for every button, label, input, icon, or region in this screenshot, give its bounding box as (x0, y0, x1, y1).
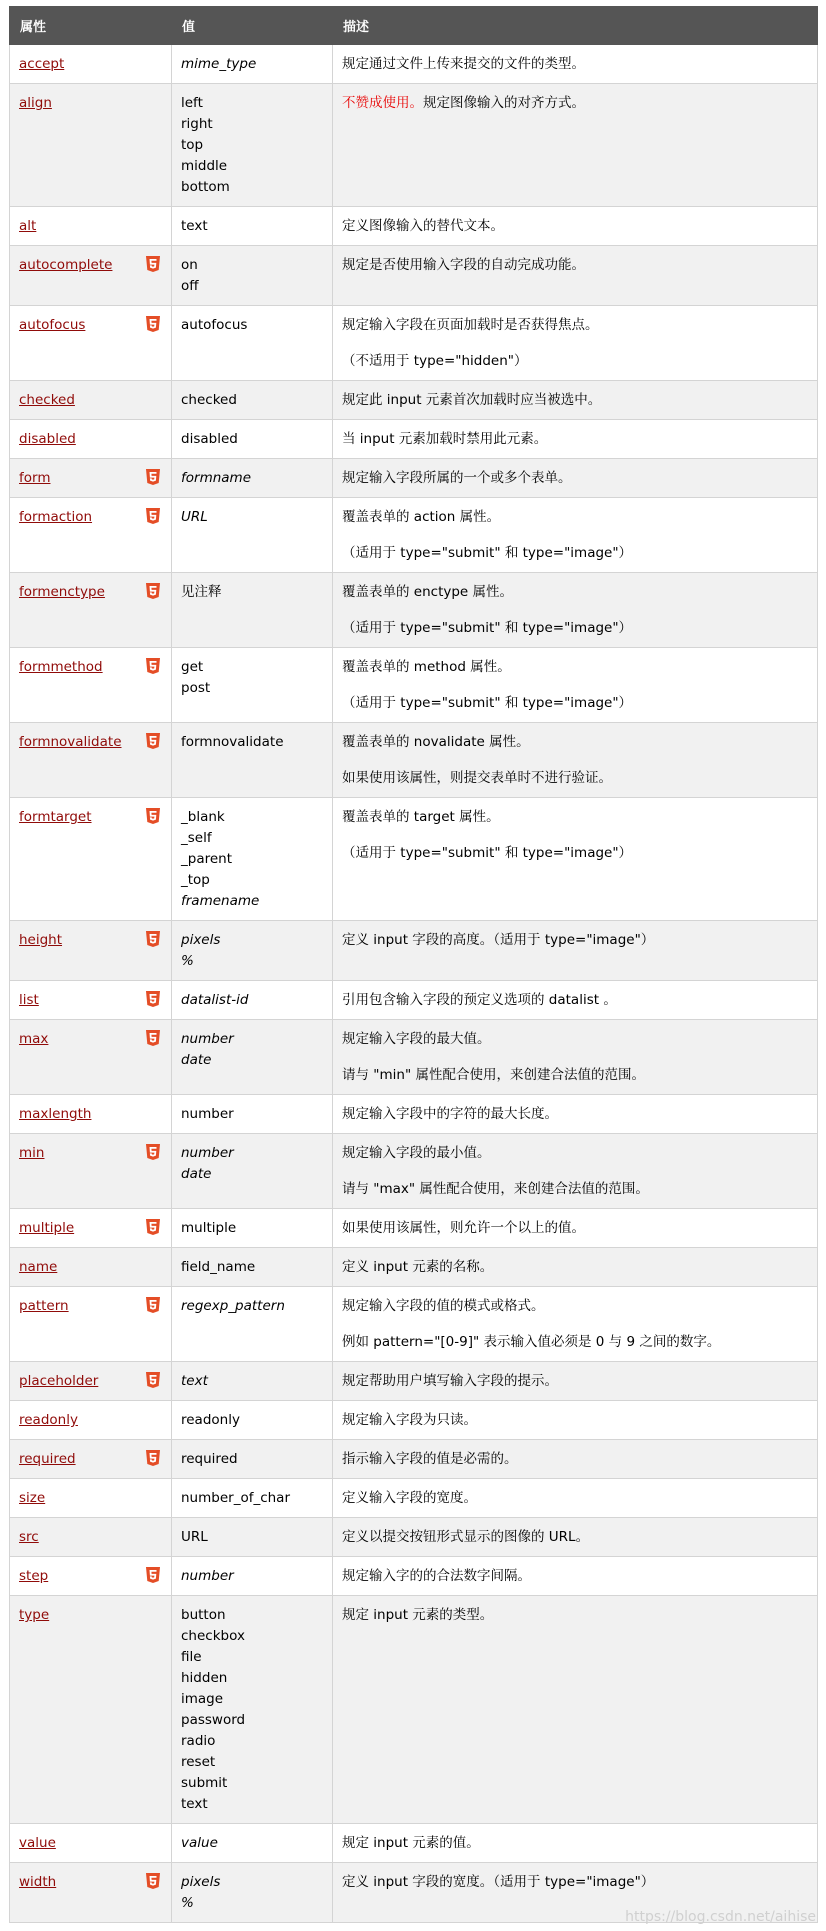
description-cell (333, 45, 818, 84)
description-cell (333, 84, 818, 207)
html5-icon (146, 508, 160, 524)
table-row (10, 1518, 818, 1557)
value-item: get (181, 659, 204, 675)
value-cell (172, 1557, 333, 1596)
html5-icon (146, 1144, 160, 1160)
description-text: 定义图像输入的替代文本。 (342, 218, 504, 234)
description-cell (333, 723, 818, 798)
value-item: mime_type (181, 56, 257, 72)
description-text: 规定输入字段在页面加载时是否获得焦点。 (342, 317, 599, 333)
value-item: pixels (181, 1874, 221, 1890)
table-row (10, 1401, 818, 1440)
attribute-cell (10, 798, 172, 921)
value-item: image (181, 1691, 224, 1707)
table-row (10, 246, 818, 306)
description-cell (333, 981, 818, 1020)
description-text: 规定输入字的的合法数字间隔。 (342, 1568, 531, 1584)
description-cell (333, 1095, 818, 1134)
description-text: 覆盖表单的 target 属性。 (342, 809, 500, 825)
value-cell (172, 1020, 333, 1095)
table-row (10, 1095, 818, 1134)
attribute-cell (10, 498, 172, 573)
attribute-link[interactable]: list (19, 992, 39, 1008)
attribute-link[interactable]: required (19, 1451, 76, 1467)
description-text-rest: 规定图像输入的对齐方式。 (423, 95, 585, 111)
description-text: 规定输入字段的最小值。 (342, 1145, 491, 1161)
value-item: % (181, 953, 194, 969)
value-cell (172, 1518, 333, 1557)
value-item: button (181, 1607, 226, 1623)
table-row (10, 573, 818, 648)
value-item: left (181, 95, 203, 111)
attribute-cell (10, 84, 172, 207)
attribute-cell (10, 1824, 172, 1863)
description-cell (333, 1287, 818, 1362)
html5-icon (146, 316, 160, 332)
value-cell (172, 1440, 333, 1479)
value-item: _top (181, 872, 210, 888)
table-header-row (10, 7, 818, 45)
attribute-link[interactable]: pattern (19, 1298, 69, 1314)
html5-icon (146, 469, 160, 485)
attribute-cell (10, 573, 172, 648)
value-item: hidden (181, 1670, 228, 1686)
value-item: date (181, 1052, 212, 1068)
html5-icon (146, 1873, 160, 1889)
value-item: regexp_pattern (181, 1298, 285, 1314)
description-text: （适用于 type="submit" 和 type="image"） (342, 695, 633, 711)
table-row (10, 648, 818, 723)
value-item: text (181, 218, 208, 234)
description-text: 请与 "max" 属性配合使用，来创建合法值的范围。 (342, 1181, 649, 1197)
table-row (10, 207, 818, 246)
attribute-link[interactable]: readonly (19, 1412, 78, 1428)
attribute-link[interactable]: formenctype (19, 584, 105, 600)
description-text: 规定 input 元素的类型。 (342, 1607, 494, 1623)
attribute-cell (10, 1557, 172, 1596)
value-cell (172, 1863, 333, 1923)
table-row (10, 798, 818, 921)
value-item: URL (181, 1529, 208, 1545)
value-item: framename (181, 893, 260, 909)
attribute-cell (10, 723, 172, 798)
value-item: _blank (181, 809, 225, 825)
table-row (10, 981, 818, 1020)
html5-icon (146, 931, 160, 947)
table-row (10, 1596, 818, 1824)
value-item: 见注释 (181, 584, 222, 600)
value-cell (172, 1362, 333, 1401)
table-row (10, 1557, 818, 1596)
value-item: value (181, 1835, 218, 1851)
attribute-cell (10, 1287, 172, 1362)
description-text: 如果使用该属性，则提交表单时不进行验证。 (342, 770, 612, 786)
value-item: text (181, 1373, 208, 1389)
description-cell (333, 246, 818, 306)
attribute-link[interactable]: autofocus (19, 317, 86, 333)
html5-icon (146, 1030, 160, 1046)
description-text: （适用于 type="submit" 和 type="image"） (342, 620, 633, 636)
html5-icon (146, 991, 160, 1007)
value-item: number (181, 1031, 234, 1047)
value-item: bottom (181, 179, 230, 195)
description-text: 定义 input 字段的宽度。（适用于 type="image"） (342, 1874, 655, 1890)
header-value: 值 (172, 7, 333, 45)
table-row (10, 306, 818, 381)
description-cell (333, 1557, 818, 1596)
value-item: top (181, 137, 204, 153)
value-item: text (181, 1796, 208, 1812)
description-cell (333, 420, 818, 459)
attribute-link[interactable]: align (19, 95, 52, 111)
attribute-cell (10, 1440, 172, 1479)
attribute-cell (10, 981, 172, 1020)
attribute-link[interactable]: max (19, 1031, 49, 1047)
table-row (10, 1479, 818, 1518)
attribute-cell (10, 246, 172, 306)
value-item: on (181, 257, 198, 273)
html5-icon (146, 1372, 160, 1388)
value-item: post (181, 680, 211, 696)
value-cell (172, 1248, 333, 1287)
html5-icon (146, 1567, 160, 1583)
description-cell (333, 306, 818, 381)
description-text (342, 93, 808, 114)
description-text: 定义 input 字段的高度。（适用于 type="image"） (342, 932, 655, 948)
value-cell (172, 723, 333, 798)
attribute-cell (10, 1248, 172, 1287)
value-cell (172, 1596, 333, 1824)
value-item: checked (181, 392, 237, 408)
table-row (10, 420, 818, 459)
description-cell (333, 459, 818, 498)
html5-icon (146, 1450, 160, 1466)
value-cell (172, 1134, 333, 1209)
description-text: 规定帮助用户填写输入字段的提示。 (342, 1373, 558, 1389)
description-text: 规定通过文件上传来提交的文件的类型。 (342, 56, 585, 72)
table-row (10, 381, 818, 420)
value-item: number_of_char (181, 1490, 291, 1506)
value-cell (172, 1479, 333, 1518)
description-cell (333, 498, 818, 573)
value-cell (172, 1401, 333, 1440)
table-row (10, 1209, 818, 1248)
description-text: （适用于 type="submit" 和 type="image"） (342, 845, 633, 861)
table-row (10, 1248, 818, 1287)
header-attribute: 属性 (10, 7, 172, 45)
value-item: datalist-id (181, 992, 249, 1008)
attribute-cell (10, 420, 172, 459)
description-cell (333, 207, 818, 246)
value-item: multiple (181, 1220, 237, 1236)
description-text: （适用于 type="submit" 和 type="image"） (342, 545, 633, 561)
table-row (10, 1440, 818, 1479)
header-description: 描述 (333, 7, 818, 45)
value-cell (172, 798, 333, 921)
attribute-link[interactable]: type (19, 1607, 50, 1623)
value-item: number (181, 1106, 234, 1122)
attribute-link[interactable]: src (19, 1529, 39, 1545)
attribute-cell (10, 1596, 172, 1824)
value-item: _self (181, 830, 212, 846)
description-cell (333, 1440, 818, 1479)
value-cell (172, 573, 333, 648)
attribute-link[interactable]: formmethod (19, 659, 103, 675)
value-cell (172, 1095, 333, 1134)
value-item: % (181, 1895, 194, 1911)
description-text: 例如 pattern="[0-9]" 表示输入值必须是 0 与 9 之间的数字。 (342, 1334, 721, 1350)
value-cell (172, 921, 333, 981)
attribute-link[interactable]: form (19, 470, 51, 486)
description-text: 规定输入字段为只读。 (342, 1412, 477, 1428)
attribute-cell (10, 1020, 172, 1095)
attribute-cell (10, 648, 172, 723)
attribute-cell (10, 1095, 172, 1134)
value-item: password (181, 1712, 246, 1728)
attribute-link[interactable]: width (19, 1874, 57, 1890)
attribute-link[interactable]: step (19, 1568, 49, 1584)
description-text: 覆盖表单的 novalidate 属性。 (342, 734, 530, 750)
description-text: 规定此 input 元素首次加载时应当被选中。 (342, 392, 602, 408)
description-text: 定义输入字段的宽度。 (342, 1490, 477, 1506)
value-item: disabled (181, 431, 238, 447)
attribute-link[interactable]: maxlength (19, 1106, 92, 1122)
value-cell (172, 45, 333, 84)
attribute-link[interactable]: height (19, 932, 63, 948)
value-item: checkbox (181, 1628, 245, 1644)
description-cell (333, 1824, 818, 1863)
description-text: 覆盖表单的 enctype 属性。 (342, 584, 514, 600)
attribute-cell (10, 1863, 172, 1923)
table-row (10, 84, 818, 207)
attribute-link[interactable]: formnovalidate (19, 734, 122, 750)
attribute-cell (10, 459, 172, 498)
attribute-cell (10, 1518, 172, 1557)
value-item: submit (181, 1775, 228, 1791)
value-item: file (181, 1649, 202, 1665)
table-row (10, 1362, 818, 1401)
attribute-link[interactable]: name (19, 1259, 58, 1275)
value-item: number (181, 1145, 234, 1161)
attribute-cell (10, 1362, 172, 1401)
description-cell (333, 1479, 818, 1518)
description-text: 当 input 元素加载时禁用此元素。 (342, 431, 548, 447)
description-text: 规定输入字段中的字符的最大长度。 (342, 1106, 558, 1122)
description-cell (333, 1518, 818, 1557)
attribute-link[interactable]: disabled (19, 431, 76, 447)
attribute-link[interactable]: alt (19, 218, 37, 234)
value-item: number (181, 1568, 234, 1584)
attribute-cell (10, 381, 172, 420)
attribute-cell (10, 306, 172, 381)
description-cell (333, 1209, 818, 1248)
value-item: required (181, 1451, 238, 1467)
value-cell (172, 246, 333, 306)
attribute-cell (10, 1134, 172, 1209)
html5-icon (146, 256, 160, 272)
value-cell (172, 498, 333, 573)
html5-icon (146, 1219, 160, 1235)
attribute-cell (10, 1401, 172, 1440)
attribute-link[interactable]: multiple (19, 1220, 75, 1236)
table-row (10, 45, 818, 84)
attributes-table (9, 6, 818, 1923)
attribute-link[interactable]: accept (19, 56, 65, 72)
description-text: 请与 "min" 属性配合使用，来创建合法值的范围。 (342, 1067, 645, 1083)
description-cell (333, 1134, 818, 1209)
attribute-link[interactable]: placeholder (19, 1373, 99, 1389)
description-text: 指示输入字段的值是必需的。 (342, 1451, 518, 1467)
value-cell (172, 207, 333, 246)
attribute-link[interactable]: autocomplete (19, 257, 113, 273)
description-text: （不适用于 type="hidden"） (342, 353, 528, 369)
attribute-cell (10, 921, 172, 981)
html5-icon (146, 808, 160, 824)
attribute-cell (10, 207, 172, 246)
description-text: 规定是否使用输入字段的自动完成功能。 (342, 257, 585, 273)
value-cell (172, 459, 333, 498)
description-cell (333, 1401, 818, 1440)
value-cell (172, 1209, 333, 1248)
attribute-cell (10, 1479, 172, 1518)
description-cell (333, 1596, 818, 1824)
value-cell (172, 648, 333, 723)
value-item: formnovalidate (181, 734, 284, 750)
value-cell (172, 1824, 333, 1863)
value-item: reset (181, 1754, 216, 1770)
table-row (10, 498, 818, 573)
value-item: field_name (181, 1259, 256, 1275)
html5-icon (146, 658, 160, 674)
value-cell (172, 84, 333, 207)
description-text: 规定输入字段的最大值。 (342, 1031, 491, 1047)
value-item: radio (181, 1733, 216, 1749)
description-text: 定义 input 元素的名称。 (342, 1259, 494, 1275)
description-cell (333, 1362, 818, 1401)
description-cell (333, 381, 818, 420)
watermark: https://blog.csdn.net/aihise (625, 1909, 816, 1925)
value-item: autofocus (181, 317, 248, 333)
description-cell (333, 921, 818, 981)
deprecated-note: 不赞成使用。 (342, 95, 423, 111)
value-item: date (181, 1166, 212, 1182)
attribute-cell (10, 45, 172, 84)
description-text: 规定输入字段的值的模式或格式。 (342, 1298, 545, 1314)
value-item: _parent (181, 851, 233, 867)
description-cell (333, 648, 818, 723)
description-cell (333, 573, 818, 648)
value-cell (172, 306, 333, 381)
value-cell (172, 1287, 333, 1362)
description-cell (333, 1020, 818, 1095)
description-text: 规定 input 元素的值。 (342, 1835, 480, 1851)
description-cell (333, 798, 818, 921)
attribute-link[interactable]: min (19, 1145, 45, 1161)
description-text: 如果使用该属性，则允许一个以上的值。 (342, 1220, 585, 1236)
table-row (10, 1287, 818, 1362)
table-row (10, 459, 818, 498)
value-cell (172, 981, 333, 1020)
value-item: readonly (181, 1412, 240, 1428)
table-row (10, 1134, 818, 1209)
description-cell (333, 1248, 818, 1287)
description-text: 规定输入字段所属的一个或多个表单。 (342, 470, 572, 486)
attribute-cell (10, 1209, 172, 1248)
value-item: formname (181, 470, 251, 486)
html5-icon (146, 1297, 160, 1313)
value-item: pixels (181, 932, 221, 948)
attribute-link[interactable]: formaction (19, 509, 93, 525)
table-row (10, 1824, 818, 1863)
value-item: URL (181, 509, 208, 525)
attribute-link[interactable]: formtarget (19, 809, 92, 825)
description-text: 定义以提交按钮形式显示的图像的 URL。 (342, 1529, 590, 1545)
description-text: 覆盖表单的 method 属性。 (342, 659, 511, 675)
value-cell (172, 420, 333, 459)
description-text: 覆盖表单的 action 属性。 (342, 509, 501, 525)
value-item: right (181, 116, 213, 132)
attribute-link[interactable]: size (19, 1490, 46, 1506)
value-item: off (181, 278, 199, 294)
attribute-link[interactable]: checked (19, 392, 75, 408)
table-row (10, 723, 818, 798)
attribute-link[interactable]: value (19, 1835, 56, 1851)
value-item: middle (181, 158, 228, 174)
value-cell (172, 381, 333, 420)
table-row (10, 921, 818, 981)
description-text: 引用包含输入字段的预定义选项的 datalist 。 (342, 992, 617, 1008)
html5-icon (146, 733, 160, 749)
html5-icon (146, 583, 160, 599)
table-row (10, 1020, 818, 1095)
